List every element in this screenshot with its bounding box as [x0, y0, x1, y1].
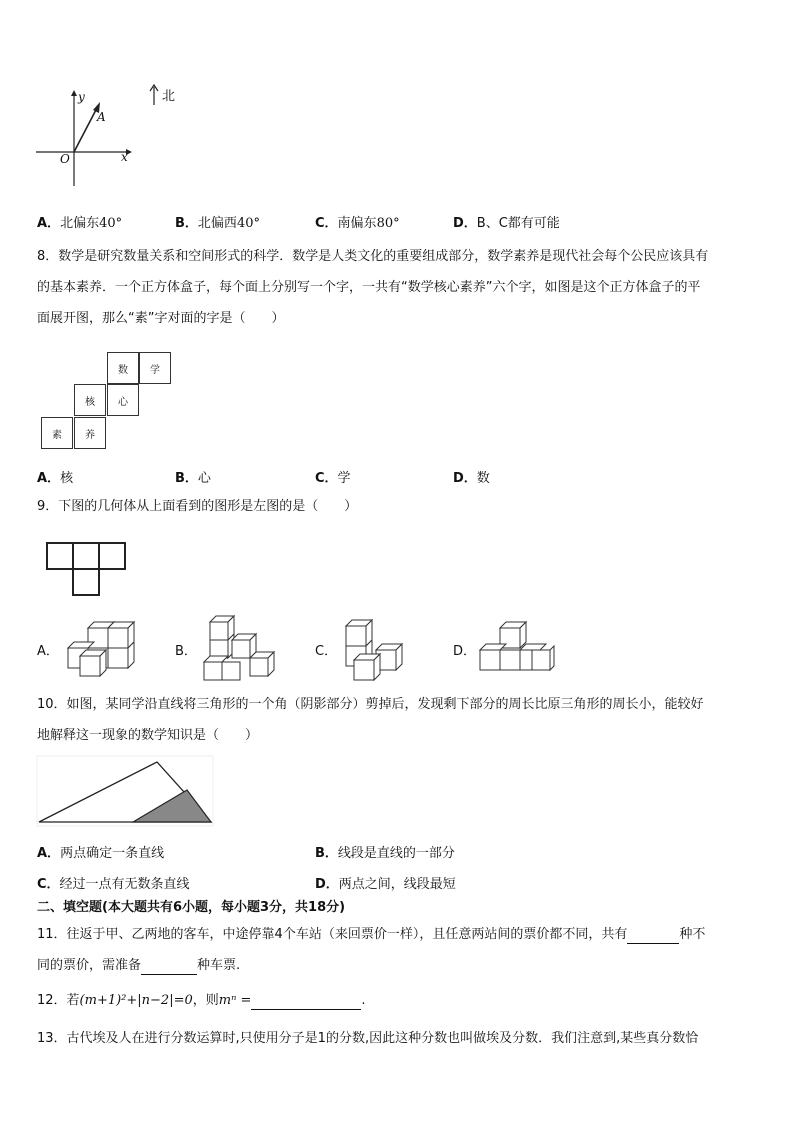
q11-blank-2[interactable]	[141, 960, 197, 975]
q10-option-b: B．线段是直线的一部分	[315, 846, 455, 861]
q7-coordinate-figure	[36, 88, 136, 192]
q10-option-c: C．经过一点有无数条直线	[37, 877, 190, 892]
q9-option-c-cubes	[340, 616, 408, 684]
q8-text-line-3: 面展开图，那么“素”字对面的字是（ ）	[37, 311, 285, 326]
q7-option-a: A．北偏东40°	[37, 216, 123, 231]
q8-option-b: B．心	[175, 471, 211, 486]
q7-option-d: D．B、C都有可能	[453, 216, 560, 231]
q9-text-line-1: 9．下图的几何体从上面看到的图形是左图的是（ ）	[37, 499, 358, 514]
net-cell-su: 素	[41, 417, 73, 449]
q9-option-c-label: C．	[315, 644, 338, 659]
q12-answer-blank[interactable]	[251, 995, 361, 1010]
q8-text-line-2: 的基本素养．一个正方体盒子，每个面上分别写一个字，一共有“数学核心素养”六个字，如图是这个正方体盒子的平	[37, 280, 701, 295]
q10-text-line-1: 10．如图，某同学沿直线将三角形的一个角（阴影部分）剪掉后，发现剩下部分的周长比原三角形的周长小，能较好	[37, 697, 704, 712]
section-2-title: 二、填空题(本大题共有6小题，每小题3分，共18分)	[37, 900, 346, 915]
q8-option-c: C．学	[315, 471, 351, 486]
y-axis-label: y	[78, 90, 85, 104]
q9-option-a-label: A．	[37, 644, 59, 659]
q8-option-a: A．核	[37, 471, 74, 486]
net-cell-shu: 数	[107, 352, 139, 384]
net-cell-he: 核	[74, 384, 106, 416]
q9-option-d-label: D．	[453, 644, 477, 659]
q8-text-line-1: 8．数学是研究数量关系和空间形式的科学．数学是人类文化的重要组成部分，数学素养是现代社会每个公民应该具有	[37, 249, 709, 264]
origin-label: O	[60, 152, 70, 166]
q7-option-b: B．北偏西40°	[175, 216, 260, 231]
net-cell-xin: 心	[107, 384, 139, 416]
q12-text-line: 12．若(m+1)²+|n−2|=0，则mⁿ = .	[37, 993, 366, 1008]
north-arrow-icon	[149, 84, 159, 106]
q13-text-line-1: 13．古代埃及人在进行分数运算时,只使用分子是1的分数,因此这种分数也叫做埃及分数．我们注意到,某些真分数恰	[37, 1031, 699, 1046]
q9-option-b-cubes	[200, 614, 276, 684]
point-a-label: A	[97, 110, 106, 124]
net-cell-yang: 养	[74, 417, 106, 449]
x-axis-label: x	[121, 150, 128, 164]
q9-option-d-cubes	[476, 620, 556, 676]
q11-blank-1[interactable]	[627, 929, 679, 944]
q9-option-b-label: B．	[175, 644, 197, 659]
net-cell-xue: 学	[139, 352, 171, 384]
q10-option-d: D．两点之间，线段最短	[315, 877, 456, 892]
q8-option-d: D．数	[453, 471, 490, 486]
q12-equation: (m+1)²+|n−2|=0	[79, 993, 193, 1008]
q11-text-line-2: 同的票价，需准备 种车票.	[37, 958, 241, 973]
q7-option-c: C．南偏东80°	[315, 216, 400, 231]
q9-top-view-figure	[46, 542, 128, 598]
q9-option-a-cubes	[66, 620, 138, 680]
q10-text-line-2: 地解释这一现象的数学知识是（ ）	[37, 728, 259, 743]
q10-option-a: A．两点确定一条直线	[37, 846, 165, 861]
q10-triangle-figure	[37, 756, 215, 828]
q12-target-expression: mⁿ =	[218, 993, 252, 1008]
q11-text-line-1: 11．往返于甲、乙两地的客车，中途停靠4个车站（来回票价一样），且任意两站间的票价都不同，共有 种不	[37, 927, 706, 942]
north-label: 北	[162, 89, 176, 104]
